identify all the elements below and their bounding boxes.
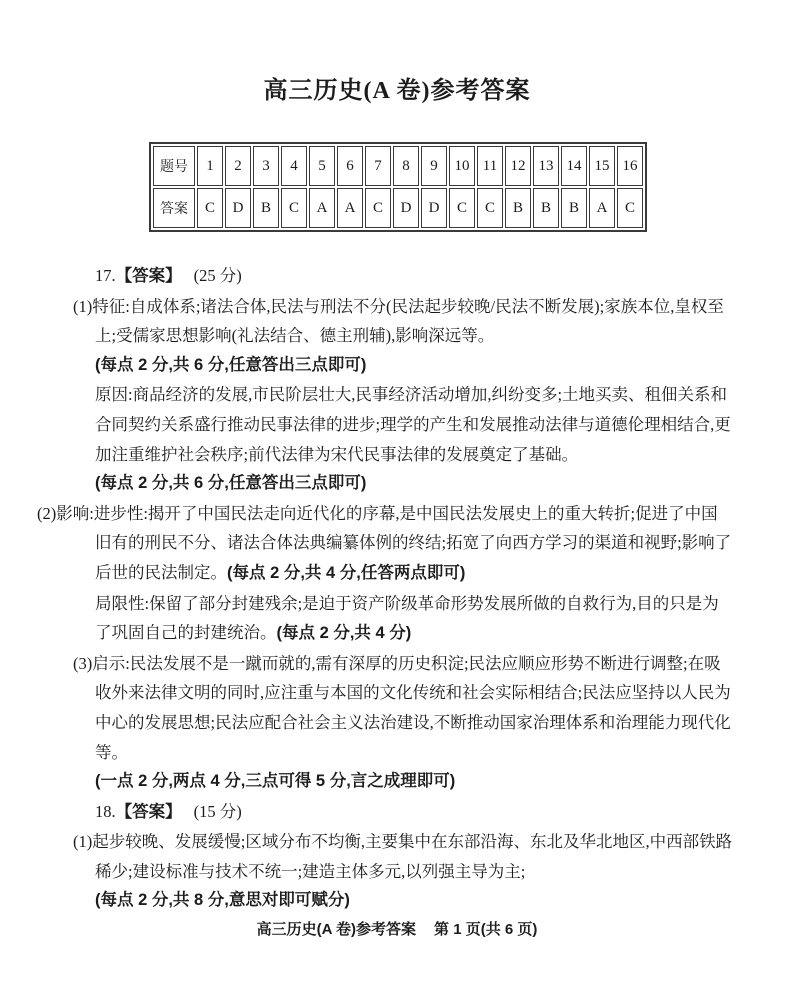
- q17-part2-limitation-text: 局限性:保留了部分封建残余;是迫于资产阶级革命形势发展所做的自救行为,目的只是为了巩固自己的封建统治。: [95, 593, 719, 643]
- question-number-cell: 13: [533, 146, 559, 186]
- question-number-cell: 15: [589, 146, 615, 186]
- q17-part1-features: (1)特征:自成体系;诸法合体,民法与刑法不分(民法起步较晚/民法不断发展);家族本位,皇权至上;受儒家思想影响(礼法结合、德主刑辅),影响深远等。: [73, 296, 724, 346]
- question-18-total-score: (15 分): [193, 801, 242, 821]
- footer-page-number: 第 1 页(共 6 页): [434, 921, 538, 938]
- answer-cell: C: [197, 188, 223, 228]
- answer-cell: A: [309, 188, 335, 228]
- question-number-cell: 8: [393, 146, 419, 186]
- answer-cell: B: [253, 188, 279, 228]
- question-number-cell: 12: [505, 146, 531, 186]
- question-17-heading: [95, 261, 734, 292]
- table-row-question-numbers: [153, 146, 643, 186]
- answer-cell: D: [393, 188, 419, 228]
- q17-part3-insights: (3)启示:民法发展不是一蹴而就的,需有深厚的历史积淀;民法应顺应形势不断进行调整;在吸收外来法律文明的同时,应注重与本国的文化传统和社会实际相结合;民法应坚持以人民为中心的发展思想;民法应配合社会主义法治建设,不断推动国家治理体系和治理能力现代化等。: [73, 653, 731, 762]
- q17-part2-progressive-text: (2)影响:进步性:揭开了中国民法走向近代化的序幕,是中国民法发展史上的重大转折;促进了中国旧有的刑民不分、诸法合体法典编纂体例的终结;拓宽了向西方学习的渠道和视野;影响了后世的民法制定。: [37, 503, 732, 582]
- question-number-cell: 7: [365, 146, 391, 186]
- question-number-cell: 14: [561, 146, 587, 186]
- answer-cell: A: [337, 188, 363, 228]
- q17-part1-reason-score-note: (每点 2 分,共 6 分,任意答出三点即可): [95, 474, 367, 493]
- answer-tag: 【答案】: [115, 267, 182, 285]
- question-17-total-score: (25 分): [193, 266, 242, 285]
- question-number-cell: 10: [449, 146, 475, 186]
- q18-part1-score-note: (每点 2 分,共 8 分,意思对即可赋分): [95, 891, 350, 910]
- question-17-number: 17.: [95, 266, 116, 285]
- answer-cell: C: [365, 188, 391, 228]
- answer-cell: D: [225, 188, 251, 228]
- answer-cell: C: [449, 188, 475, 228]
- footer-doc-label: 高三历史(A 卷)参考答案: [256, 921, 417, 938]
- question-18-number: 18.: [95, 801, 116, 821]
- answer-cell: C: [477, 188, 503, 228]
- q17-part1-reasons: 原因:商品经济的发展,市民阶层壮大,民事经济活动增加,纠纷变多;土地买卖、租佃关系和合同契约关系盛行推动民事法律的进步;理学的产生和发展推动法律与道德伦理相结合,更加注重维护社会秩序;前代法律为宋代民事法律的发展奠定了基础。: [95, 385, 731, 464]
- q17-part1-score-note: (每点 2 分,共 6 分,任意答出三点即可): [95, 355, 367, 374]
- question-number-cell: 6: [337, 146, 363, 186]
- q17-part3-score-note: (一点 2 分,两点 4 分,三点可得 5 分,言之成理即可): [95, 772, 456, 791]
- question-number-cell: 11: [477, 146, 503, 186]
- answer-tag: 【答案】: [115, 802, 182, 821]
- answer-cell: B: [561, 188, 587, 228]
- row-label-question-number: 题号: [153, 146, 195, 186]
- page-footer: [0, 918, 794, 939]
- question-number-cell: 9: [421, 146, 447, 186]
- question-number-cell: 5: [309, 146, 335, 186]
- answer-cell: C: [281, 188, 307, 228]
- answer-cell: D: [421, 188, 447, 228]
- row-label-answer: 答案: [153, 188, 195, 228]
- question-number-cell: 3: [253, 146, 279, 186]
- question-number-cell: 4: [281, 146, 307, 186]
- answer-cell: A: [589, 188, 615, 228]
- q17-part2-progressive-score-note: (每点 2 分,共 4 分,任答两点即可): [227, 563, 466, 582]
- table-row-answers: [153, 188, 643, 228]
- q18-part1-answer: (1)起步较晚、发展缓慢;区域分布不均衡,主要集中在东部沿海、东北及华北地区,中西部铁路稀少;建设标准与技术不统一;建造主体多元,以列强主导为主;: [73, 832, 733, 881]
- answer-cell: B: [533, 188, 559, 228]
- question-number-cell: 16: [617, 146, 643, 186]
- page-title: 高三历史(A 卷)参考答案: [263, 78, 531, 104]
- q17-part2-progressive: [37, 499, 734, 589]
- q17-part2-limitation: [95, 589, 734, 649]
- answers-body: [37, 261, 734, 916]
- q17-part2-limitation-score-note: (每点 2 分,共 4 分): [276, 624, 412, 643]
- question-18-heading: [95, 797, 734, 828]
- question-number-cell: 1: [197, 146, 223, 186]
- answer-cell: B: [505, 188, 531, 228]
- question-number-cell: 2: [225, 146, 251, 186]
- answer-key-table: [149, 142, 647, 232]
- answer-cell: C: [617, 188, 643, 228]
